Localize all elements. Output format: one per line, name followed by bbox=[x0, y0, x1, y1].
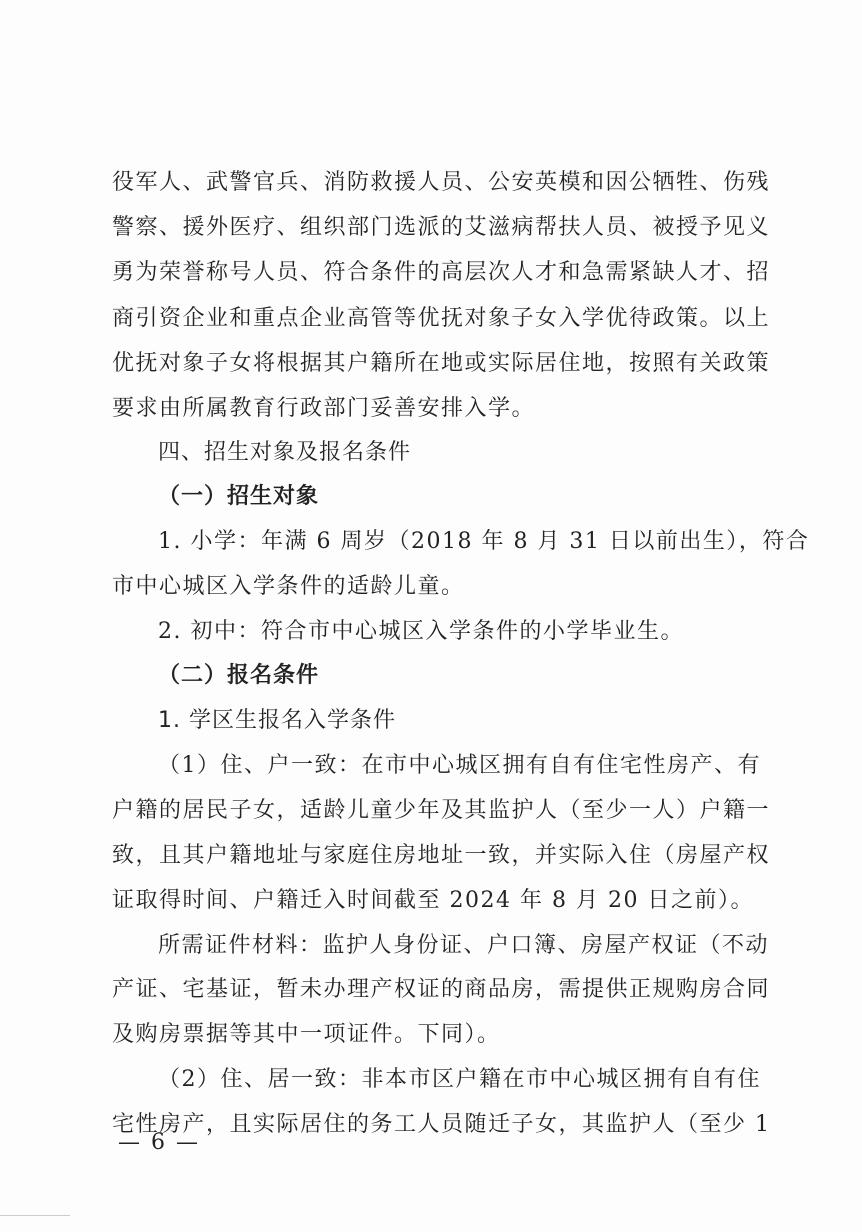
body-text-line: 1. 小学：年满 6 周岁（2018 年 8 月 31 日以前出生），符合 bbox=[158, 529, 810, 554]
body-text-line: 2. 初中：符合市中心城区入学条件的小学毕业生。 bbox=[158, 619, 684, 644]
body-text-line: 役军人、武警官兵、消防救援人员、公安英模和因公牺牲、伤残 bbox=[112, 170, 771, 195]
item-heading: 1. 学区生报名入学条件 bbox=[158, 708, 396, 733]
body-text-line: 商引资企业和重点企业高管等优抚对象子女入学优待政策。以上 bbox=[112, 306, 771, 331]
body-text-line: 致，且其户籍地址与家庭住房地址一致，并实际入住（房屋产权 bbox=[112, 843, 771, 868]
body-text-line: 要求由所属教育行政部门妥善安排入学。 bbox=[112, 396, 536, 421]
body-text-line: （1）住、户一致：在市中心城区拥有自有住宅性房产、有 bbox=[158, 753, 761, 778]
body-text-line: 勇为荣誉称号人员、符合条件的高层次人才和急需紧缺人才、招 bbox=[112, 260, 771, 285]
body-text-line: 宅性房产，且实际居住的务工人员随迁子女，其监护人（至少 1 bbox=[112, 1112, 771, 1137]
body-text-line: 及购房票据等其中一项证件。下同）。 bbox=[112, 1022, 501, 1047]
body-text-line: 产证、宅基证，暂未办理产权证的商品房，需提供正规购房合同 bbox=[112, 977, 771, 1002]
scan-edge-mark bbox=[0, 1215, 70, 1216]
body-text-line: （2）住、居一致：非本市区户籍在市中心城区拥有自有住 bbox=[158, 1067, 761, 1092]
body-text-line: 优抚对象子女将根据其户籍所在地或实际居住地，按照有关政策 bbox=[112, 351, 771, 376]
body-text-line: 警察、援外医疗、组织部门选派的艾滋病帮扶人员、被授予见义 bbox=[112, 215, 771, 240]
subsection-heading: （一）招生对象 bbox=[158, 484, 320, 509]
page-number: — 6 — bbox=[118, 1130, 200, 1155]
body-text-line: 市中心城区入学条件的适龄儿童。 bbox=[112, 574, 465, 599]
body-text-line: 户籍的居民子女，适龄儿童少年及其监护人（至少一人）户籍一 bbox=[112, 798, 771, 823]
body-text-line: 所需证件材料：监护人身份证、户口簿、房屋产权证（不动 bbox=[158, 933, 770, 958]
body-text-line: 证取得时间、户籍迁入时间截至 2024 年 8 月 20 日之前）。 bbox=[112, 888, 754, 913]
subsection-heading: （二）报名条件 bbox=[158, 663, 320, 688]
section-heading: 四、招生对象及报名条件 bbox=[158, 440, 412, 465]
